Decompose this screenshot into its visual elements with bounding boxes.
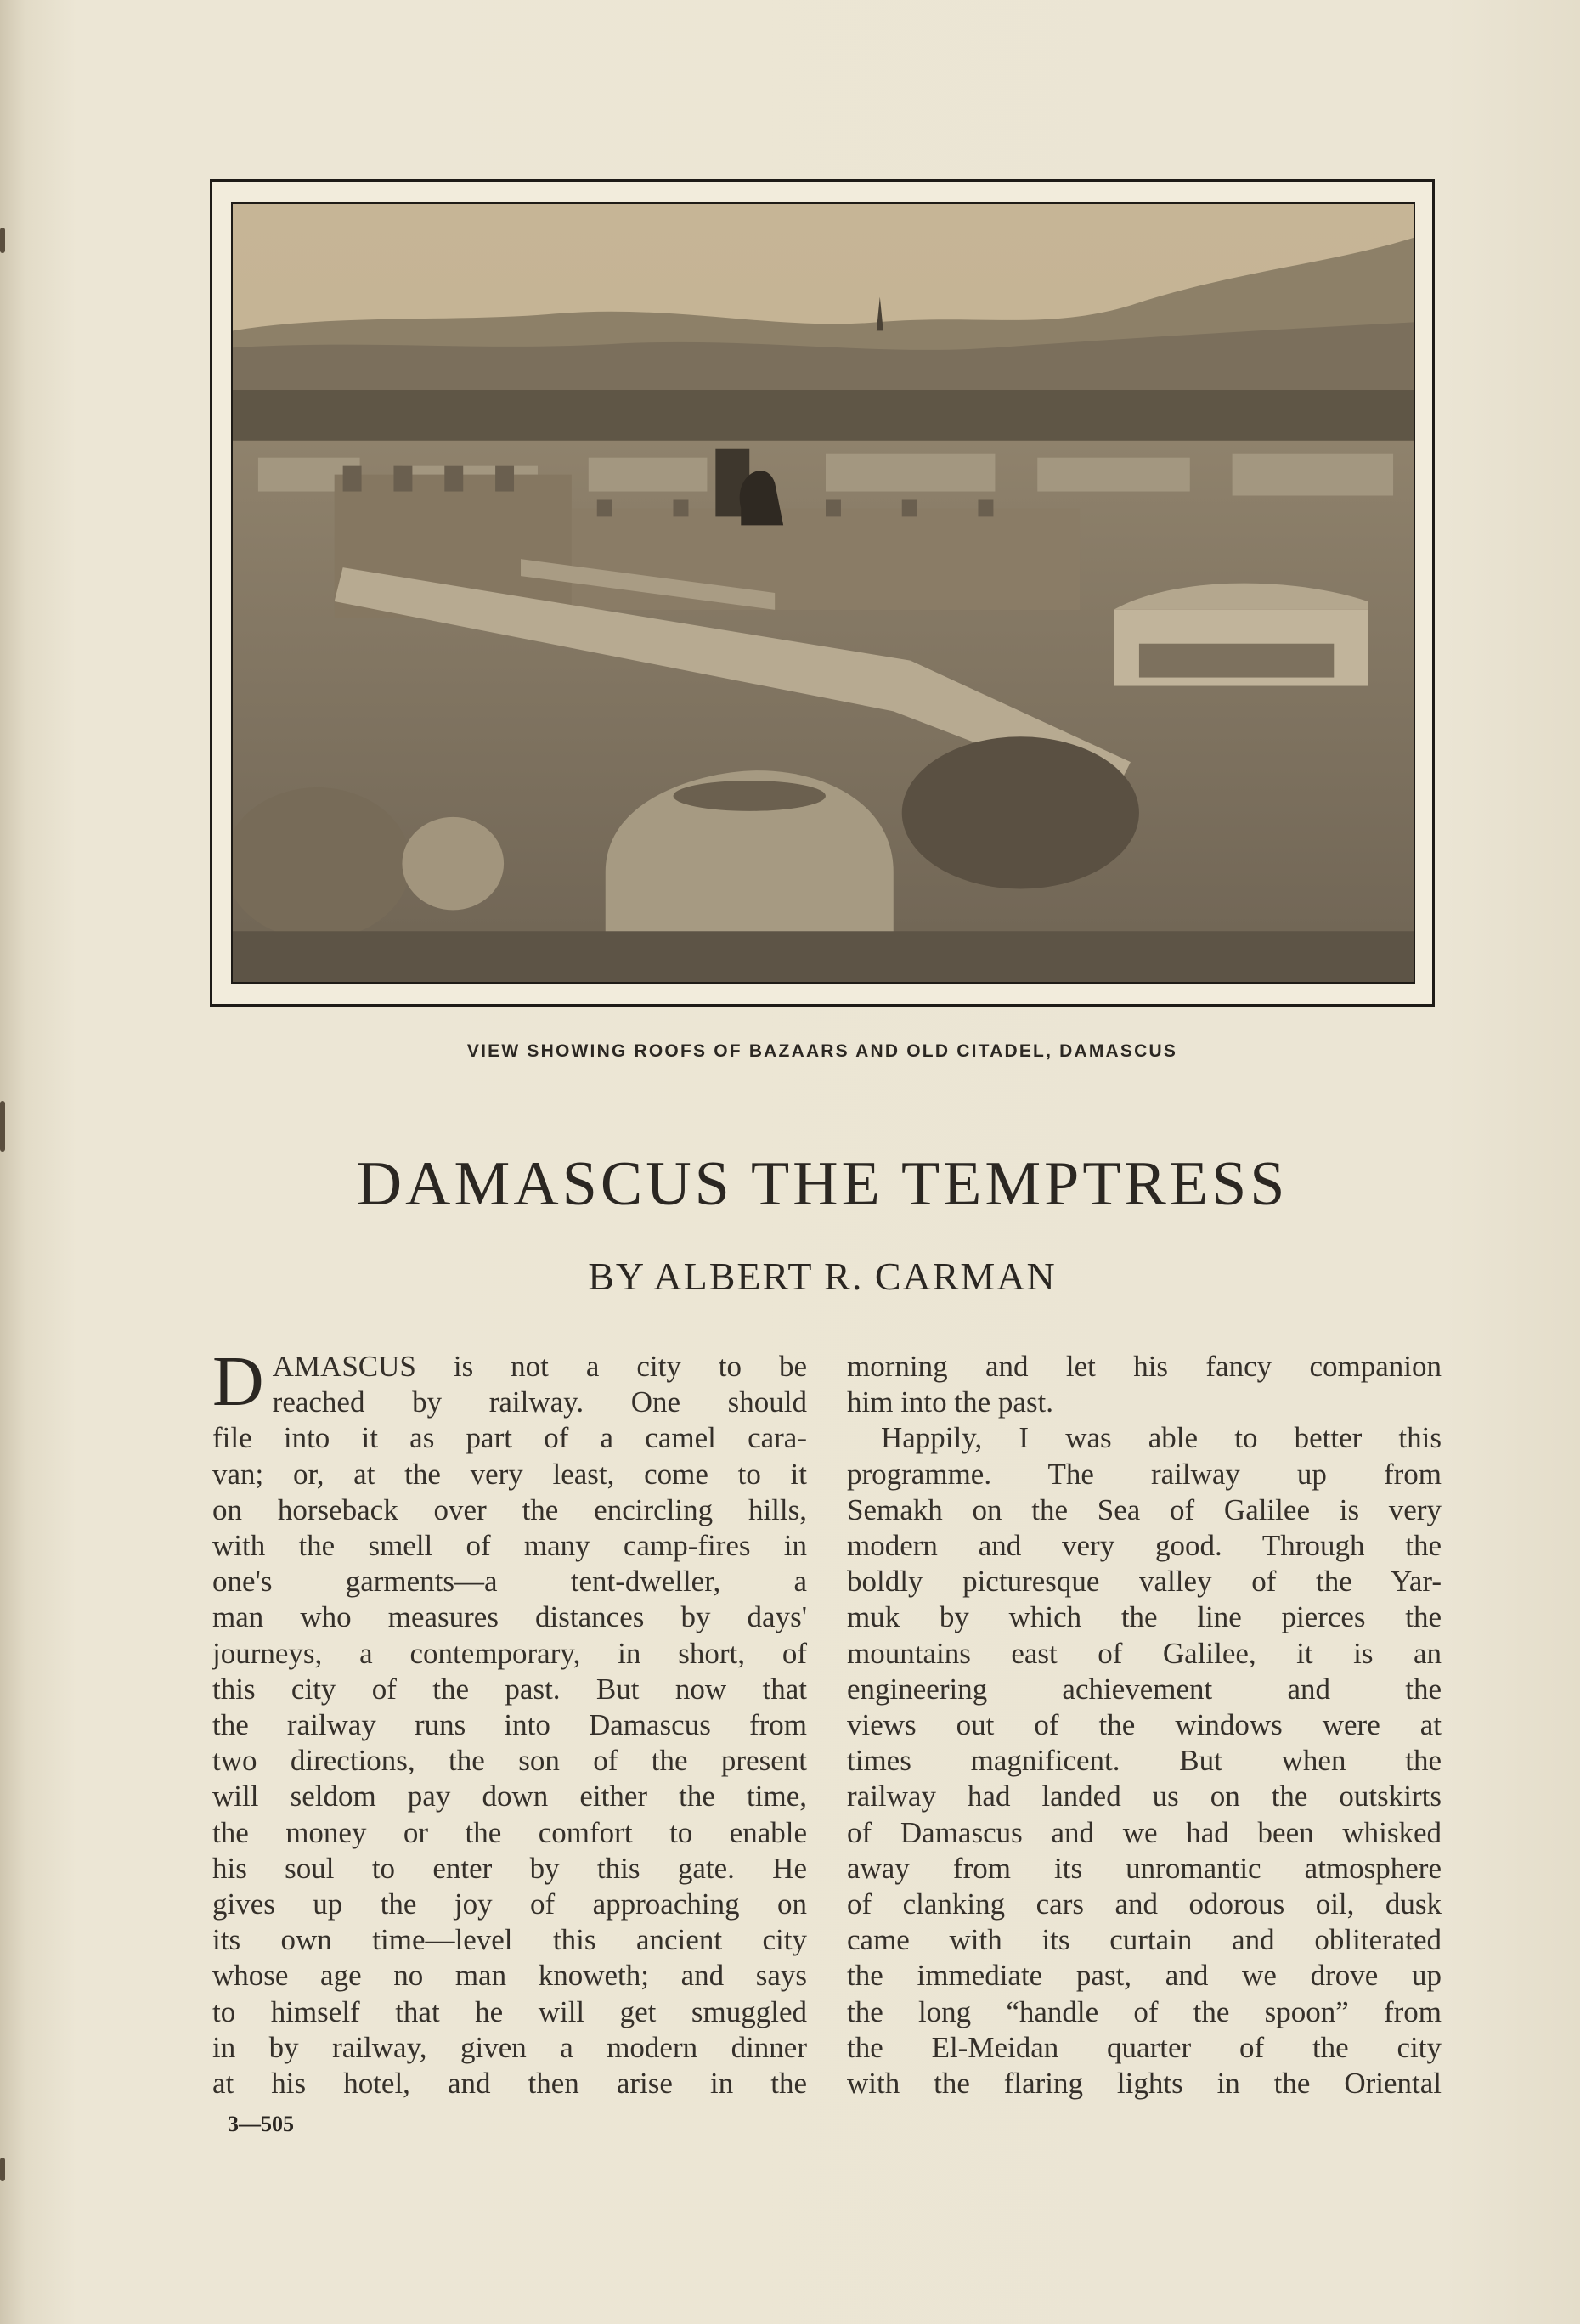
text-line: the money or the comfort to enable [212, 1815, 807, 1849]
text-line: to himself that he will get smuggled [212, 1994, 807, 2028]
text-line: boldly picturesque valley of the Yar- [847, 1565, 1442, 1599]
body-column-left [212, 1342, 807, 2101]
text-line: journeys, a contemporary, in short, of [212, 1636, 807, 1670]
text-line: the immediate past, and we drove up [847, 1959, 1442, 1993]
text-line: railway had landed us on the outskirts [847, 1780, 1442, 1814]
text-line: man who measures distances by days' [212, 1600, 807, 1634]
text-line: one's garments—a tent-dweller, a [212, 1565, 807, 1599]
text-line: AMASCUS is not a city to be [272, 1350, 807, 1383]
text-line: at his hotel, and then arise in the [212, 2067, 807, 2101]
text-line: engineering achievement and the [847, 1672, 1442, 1706]
text-line: will seldom pay down either the time, [212, 1780, 807, 1814]
photograph-illustration [233, 204, 1414, 982]
text-line: whose age no man knoweth; and says [212, 1959, 807, 1993]
text-line: with the flaring lights in the Oriental [847, 2067, 1442, 2101]
text-line: two directions, the son of the present [212, 1744, 807, 1778]
text-line: times magnificent. But when the [847, 1744, 1442, 1778]
text-line: on horseback over the encircling hills, [212, 1492, 807, 1526]
text-line: programme. The railway up from [847, 1457, 1442, 1491]
text-line: modern and very good. Through the [847, 1529, 1442, 1563]
text-line: van; or, at the very least, come to it [212, 1457, 807, 1491]
text-line: his soul to enter by this gate. He [212, 1851, 807, 1885]
text-line: him into the past. [847, 1385, 1054, 1419]
figure-caption: VIEW SHOWING ROOFS OF BAZAARS AND OLD CITADEL, DAMASCUS [466, 1041, 1178, 1061]
text-line: the railway runs into Damascus from [212, 1708, 807, 1742]
text-line: file into it as part of a camel cara- [212, 1421, 807, 1455]
text-line: the El-Meidan quarter of the city [847, 2030, 1442, 2064]
text-line: of Damascus and we had been whisked [847, 1815, 1442, 1849]
body-column-right [847, 1349, 1442, 2101]
text-line: gives up the joy of approaching on [212, 1887, 807, 1921]
text-line: this city of the past. But now that [212, 1672, 807, 1706]
text-line: Semakh on the Sea of Galilee is very [847, 1492, 1442, 1526]
text-line: of clanking cars and odorous oil, dusk [847, 1887, 1442, 1921]
text-line: its own time—level this ancient city [212, 1923, 807, 1957]
page-number: 3—505 [228, 2112, 294, 2136]
text-line: muk by which the line pierces the [847, 1600, 1442, 1634]
text-line: mountains east of Galilee, it is an [847, 1636, 1442, 1670]
binding-mark [0, 1101, 5, 1152]
article-title: DAMASCUS THE TEMPTRESS [356, 1149, 1289, 1219]
text-line: away from its unromantic atmosphere [847, 1851, 1442, 1885]
binding-mark [0, 2158, 5, 2181]
figure-frame [210, 179, 1435, 1007]
text-line: views out of the windows were at [847, 1708, 1442, 1742]
text-line: with the smell of many camp-fires in [212, 1529, 807, 1563]
text-line: in by railway, given a modern dinner [212, 2030, 807, 2064]
article-byline: BY ALBERT R. CARMAN [588, 1255, 1057, 1298]
text-line: came with its curtain and obliterated [847, 1923, 1442, 1957]
text-line: reached by railway. One should [272, 1385, 807, 1419]
binding-mark [0, 228, 5, 253]
drop-cap: D [212, 1342, 264, 1421]
damascus-photograph [231, 202, 1415, 984]
text-line: the long “handle of the spoon” from [847, 1994, 1442, 2028]
text-line: Happily, I was able to better this [881, 1421, 1442, 1455]
text-line: morning and let his fancy companion [847, 1350, 1442, 1383]
